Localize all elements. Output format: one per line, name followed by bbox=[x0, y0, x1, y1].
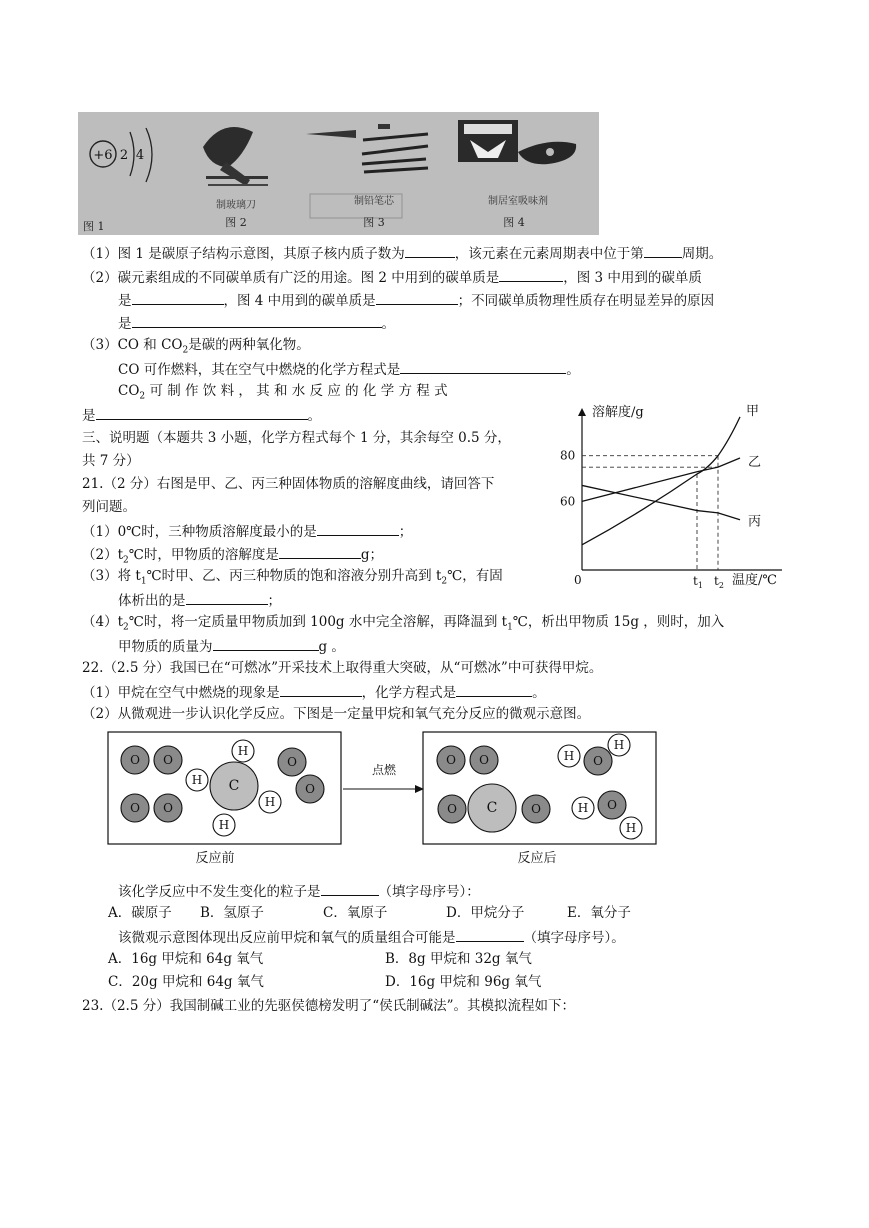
q21-p2-text-a: （2）t bbox=[82, 547, 124, 563]
series-label-3: 丙 bbox=[748, 514, 762, 530]
fig2-caption: 制玻璃刀 bbox=[216, 200, 256, 211]
y-axis-label: 溶解度/g bbox=[592, 405, 644, 420]
q21-p4-subscript-1: 2 bbox=[123, 622, 129, 633]
q21-answer-blank-2[interactable] bbox=[279, 543, 361, 559]
q21-intro-line1: 21.（2 分）右图是甲、乙、丙三种固体物质的溶解度曲线，请回答下 bbox=[82, 476, 495, 492]
q20-p3-text-a: （3）CO 和 CO bbox=[82, 337, 183, 353]
q22-option-a-E[interactable]: E．氧分子 bbox=[567, 905, 631, 921]
q20-part2-line2 bbox=[118, 289, 714, 311]
q20-part1 bbox=[82, 242, 722, 264]
solubility-chart bbox=[557, 400, 789, 595]
q20-p3-text-e2: 可 制 作 饮 料 ， 其 和 水 反 应 的 化 学 方 程 式 bbox=[149, 383, 448, 399]
q22-option-b-A[interactable]: A．16g 甲烷和 64g 氧气 bbox=[108, 951, 264, 967]
section3-heading-line1: 三、说明题（本题共 3 小题，化学方程式每个 1 分，其余每空 0.5 分， bbox=[82, 430, 511, 446]
after-h2o-a-h1-label: H bbox=[563, 749, 575, 763]
fig4-label: 图 4 bbox=[503, 216, 525, 229]
q22-qb-text: 该微观示意图体现出反应前甲烷和氧气的质量组合可能是 bbox=[118, 930, 456, 946]
q21-answer-blank-4[interactable] bbox=[213, 635, 319, 651]
after-h2o-a-o-label: O bbox=[593, 754, 603, 768]
q20-p2-text-g: 。 bbox=[381, 316, 395, 332]
atom-shell-2: 4 bbox=[135, 148, 145, 163]
q20-p3-text-g: 。 bbox=[307, 408, 321, 424]
after-co2-o2-label: O bbox=[531, 802, 541, 816]
q22-option-b-B[interactable]: B．8g 甲烷和 32g 氧气 bbox=[385, 951, 532, 967]
q21-p3-subscript-2: 2 bbox=[441, 576, 448, 587]
reaction-micro-diagram bbox=[100, 728, 670, 873]
q21-p3-text-c: ℃，有固 bbox=[447, 568, 503, 584]
q21-p3-text-d: 体析出的是 bbox=[118, 593, 186, 609]
q20-p3-text-c: CO 可作燃料，其在空气中燃烧的化学方程式是 bbox=[118, 362, 401, 378]
q21-answer-blank-1[interactable] bbox=[317, 520, 399, 536]
before-ch4-h4-label: H bbox=[218, 818, 230, 832]
before-ch4-h1-label: H bbox=[237, 744, 249, 758]
q20-p2-text-a: （2）碳元素组成的不同碳单质有广泛的用途。图 2 中用到的碳单质是 bbox=[82, 270, 500, 286]
q21-p1-text-b: ； bbox=[398, 524, 413, 540]
fig4-caption: 制居室吸味剂 bbox=[488, 196, 548, 207]
q21-p4-text-b: ℃时，将一定质量甲物质加到 100g 水中完全溶解，再降温到 t bbox=[128, 614, 508, 630]
after-h2o-b-o-label: O bbox=[607, 798, 617, 812]
after-co2-o1-label: O bbox=[447, 802, 457, 816]
before-ch4-c-label: C bbox=[228, 778, 240, 794]
q21-part4-line1 bbox=[82, 612, 724, 632]
before-ch4-h3-label: H bbox=[264, 795, 276, 809]
q20-p1-text-b: ，该元素在元素周期表中位于第 bbox=[454, 246, 644, 262]
q22-option-b-D[interactable]: D．16g 甲烷和 96g 氧气 bbox=[385, 974, 542, 990]
q21-p3-text-e: ； bbox=[267, 593, 281, 609]
q22-answer-blank-4[interactable] bbox=[456, 926, 524, 942]
q21-intro-line2: 列问题。 bbox=[82, 499, 136, 515]
q21-p4-text-d: 甲物质的质量为 bbox=[118, 639, 213, 655]
q22-option-a-B[interactable]: B．氢原子 bbox=[200, 905, 264, 921]
fig2-label: 图 2 bbox=[225, 216, 247, 229]
q22-qa-text: 该化学反应中不发生变化的粒子是 bbox=[118, 884, 321, 900]
after-h2o-a-h2-label: H bbox=[613, 738, 625, 752]
carbon-figures-photo bbox=[78, 112, 599, 235]
q22-intro: 22.（2.5 分）我国已在“可燃冰”开采技术上取得重大突破，从“可燃冰”中可获得甲烷。 bbox=[82, 660, 603, 676]
before-ch4-h2-label: H bbox=[191, 773, 203, 787]
after-o2-a1-label: O bbox=[446, 753, 456, 767]
x-axis-label: 温度/℃ bbox=[732, 573, 777, 588]
q22-option-a-D[interactable]: D．甲烷分子 bbox=[446, 905, 525, 921]
q22-option-a-C[interactable]: C．氧原子 bbox=[323, 905, 388, 921]
fig1-label: 图 1 bbox=[83, 220, 105, 233]
q22-question-b bbox=[118, 926, 625, 948]
q21-p4-text-e: g 。 bbox=[318, 639, 345, 655]
q21-p3-text-b: ℃时甲、乙、丙三种物质的饱和溶液分别升高到 t bbox=[146, 568, 442, 584]
q20-part3-line3 bbox=[118, 381, 448, 401]
x-tick-label-t2: $t_2$ bbox=[714, 574, 724, 590]
before-o2-c1-label: O bbox=[287, 755, 297, 769]
q20-answer-blank-4[interactable] bbox=[132, 289, 224, 305]
q20-p3-text-d: 。 bbox=[566, 362, 580, 378]
q20-answer-blank-8[interactable] bbox=[96, 404, 308, 420]
q20-p3-text-e1: CO bbox=[118, 383, 140, 399]
q22-answer-blank-3[interactable] bbox=[321, 880, 379, 896]
q21-p2-text-b: ℃时，甲物质的溶解度是 bbox=[128, 547, 279, 563]
q21-p4-text-a: （4）t bbox=[82, 614, 124, 630]
q21-p2-text-c: g； bbox=[360, 547, 384, 563]
q20-answer-blank-5[interactable] bbox=[376, 289, 458, 305]
q21-part2 bbox=[82, 543, 383, 565]
q20-part3-line4 bbox=[82, 404, 321, 426]
atom-shell-1: 2 bbox=[119, 148, 129, 163]
q22-p1-text-b: ，化学方程式是 bbox=[361, 685, 457, 701]
q21-p2-subscript: 2 bbox=[123, 555, 129, 566]
q20-p2-text-f: 是 bbox=[118, 316, 132, 332]
q22-qb-end: （填字母序号）。 bbox=[523, 930, 625, 946]
fig3-label: 图 3 bbox=[363, 216, 385, 229]
origin-label: 0 bbox=[574, 573, 582, 587]
q21-p3-text-a: （3）将 t bbox=[82, 568, 141, 584]
q20-answer-blank-3[interactable] bbox=[499, 266, 563, 282]
q21-p1-text-a: （1）0℃时，三种物质溶解度最小的是 bbox=[82, 524, 317, 540]
q20-part3-line1 bbox=[82, 335, 310, 355]
series-line-3 bbox=[582, 485, 740, 519]
q21-part3-line1 bbox=[82, 566, 503, 586]
q21-p4-subscript-2: 1 bbox=[507, 622, 513, 633]
after-co2-c-label: C bbox=[486, 800, 498, 816]
q21-p3-subscript-1: 1 bbox=[140, 576, 147, 587]
q20-p3-text-b: 是碳的两种氧化物。 bbox=[188, 337, 310, 353]
before-caption: 反应前 bbox=[195, 851, 235, 866]
before-o2-a1-label: O bbox=[130, 753, 140, 767]
q22-option-a-A[interactable]: A．碳原子 bbox=[108, 905, 172, 921]
reaction-condition-label: 点燃 bbox=[371, 763, 397, 777]
before-o2-b2-label: O bbox=[163, 801, 173, 815]
x-tick-label-t1: $t_1$ bbox=[693, 574, 703, 590]
before-o2-b1-label: O bbox=[130, 801, 140, 815]
q22-option-b-C[interactable]: C．20g 甲烷和 64g 氧气 bbox=[108, 974, 264, 990]
q20-part2-line3 bbox=[118, 312, 395, 334]
q20-p3-text-f: 是 bbox=[82, 408, 96, 424]
q22-question-a bbox=[118, 880, 480, 902]
q22-qa-end: （填字母序号）： bbox=[378, 884, 480, 900]
q21-part4-line2 bbox=[118, 635, 345, 657]
q22-part1 bbox=[82, 681, 546, 703]
after-caption: 反应后 bbox=[517, 851, 557, 866]
after-h2o-b-h2-label: H bbox=[625, 821, 637, 835]
before-o2-a2-label: O bbox=[163, 753, 173, 767]
series-line-2 bbox=[582, 458, 740, 501]
q22-p1-text-c: 。 bbox=[532, 685, 546, 701]
q20-p2-text-c: 是 bbox=[118, 293, 132, 309]
q22-answer-blank-1[interactable] bbox=[280, 681, 362, 697]
q20-answer-blank-6[interactable] bbox=[132, 312, 382, 328]
q22-part2: （2）从微观进一步认识化学反应。下图是一定量甲烷和氧气充分反应的微观示意图。 bbox=[82, 706, 591, 722]
q21-answer-blank-3[interactable] bbox=[186, 589, 268, 605]
q20-p2-text-e: ；不同碳单质物理性质存在明显差异的原因 bbox=[457, 293, 715, 309]
q21-part3-line2 bbox=[118, 589, 281, 611]
q23-intro: 23.（2.5 分）我国制碱工业的先驱侯德榜发明了“侯氏制碱法”。其模拟流程如下： bbox=[82, 998, 576, 1014]
series-label-2: 乙 bbox=[748, 455, 762, 470]
section3-heading-line2: 共 7 分） bbox=[82, 453, 140, 469]
q20-p2-text-b: ，图 3 中用到的碳单质 bbox=[563, 270, 702, 286]
q22-answer-blank-2[interactable] bbox=[456, 681, 532, 697]
before-o2-c2-label: O bbox=[305, 782, 315, 796]
q20-p2-text-d: ，图 4 中用到的碳单质是 bbox=[223, 293, 376, 309]
fig3-caption: 制铅笔芯 bbox=[354, 196, 394, 207]
y-axis-arrow bbox=[578, 408, 586, 416]
series-label-1: 甲 bbox=[746, 403, 760, 419]
q22-p1-text-a: （1）甲烷在空气中燃烧的现象是 bbox=[82, 685, 280, 701]
atom-nucleus-label: +6 bbox=[93, 148, 113, 163]
q20-p3-subscript: 2 bbox=[182, 345, 189, 356]
q21-part1 bbox=[82, 520, 412, 542]
q20-part3-line2 bbox=[118, 358, 580, 380]
q21-p4-text-c: ℃，析出甲物质 15g ，则时，加入 bbox=[512, 614, 725, 630]
q20-answer-blank-2[interactable] bbox=[644, 242, 682, 258]
after-o2-a2-label: O bbox=[479, 753, 489, 767]
y-tick-label-60: 60 bbox=[560, 494, 576, 509]
q20-p1-text-c: 周期。 bbox=[681, 246, 723, 262]
q20-p3-subscript-2: 2 bbox=[139, 391, 146, 402]
q20-answer-blank-1[interactable] bbox=[405, 242, 455, 258]
q20-part2-line1 bbox=[82, 266, 702, 288]
q20-answer-blank-7[interactable] bbox=[400, 358, 566, 374]
y-tick-label-80: 80 bbox=[560, 448, 576, 463]
q20-p1-text-a: （1）图 1 是碳原子结构示意图，其原子核内质子数为 bbox=[82, 246, 405, 262]
after-h2o-b-h1-label: H bbox=[577, 801, 589, 815]
